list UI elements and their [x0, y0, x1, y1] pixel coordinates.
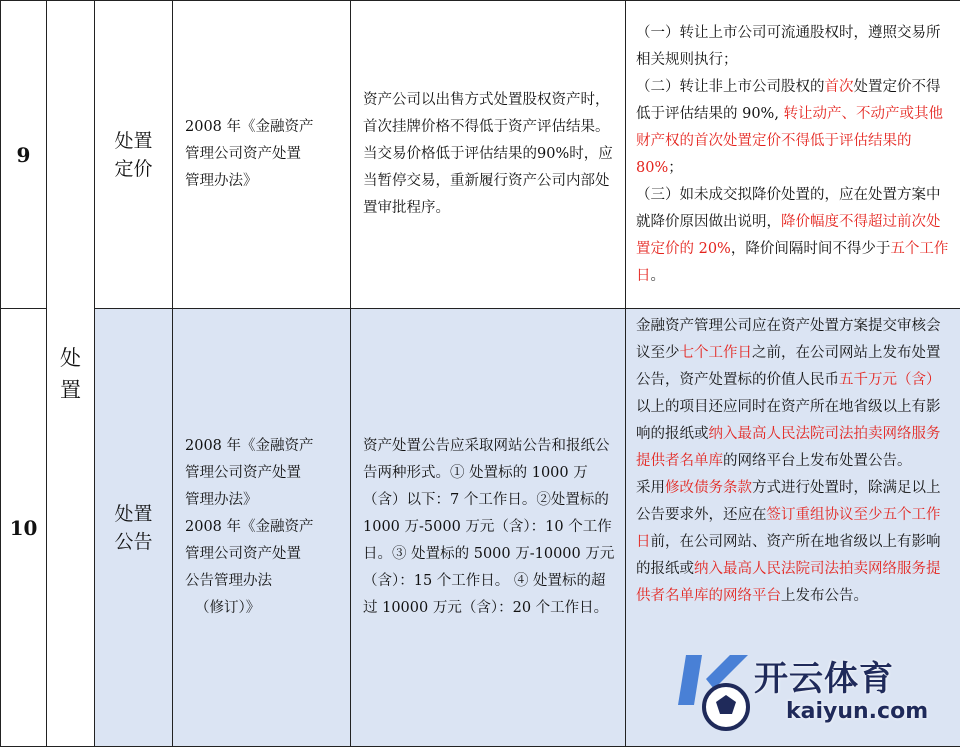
- row-number: 9: [1, 1, 47, 309]
- rule-run: （一）转让上市公司可流通股权时，遵照交易所相关规则执行；: [636, 25, 941, 68]
- rule-text: [636, 313, 952, 610]
- rule-paragraph: [636, 20, 952, 74]
- law-cell: [173, 1, 351, 309]
- topic-line: 公告: [95, 528, 172, 556]
- law-line: （修订）》: [181, 595, 342, 622]
- row-number: 10: [1, 309, 47, 747]
- highlight-text: 首次: [825, 79, 854, 95]
- highlight-text: 五千万元（含）: [839, 372, 941, 388]
- highlight-text: 纳入最高人民法院司法拍卖网络服务提供者名单库的网络平台: [636, 561, 941, 604]
- topic-cell: [95, 309, 173, 747]
- rule-run: 处置定价不得低于评估结果的 90%,: [636, 79, 941, 122]
- rule-paragraph: [636, 475, 952, 610]
- topic-line: 定价: [95, 155, 172, 183]
- requirement-text: 资产处置公告应采取网站公告和报纸公告两种形式。① 处置标的 1000 万（含）以下：7 个工作日。②处置标的 1000 万-5000 万元（含）：10 个工作日。③ 处置标的 5000 万-10000 万元（含）：15 个工作日。 ④ 处置标的超过 10000 万元（含）：20 个工作日。: [363, 433, 615, 622]
- rule-run: 前，在公司网站、资产所在地省级以上有影响的报纸或: [636, 534, 941, 577]
- watermark-url: kaiyun.com: [786, 699, 928, 724]
- rule-run: 方式进行处置时，除满足以上公告要求外，还应在: [636, 480, 941, 523]
- topic-line: 处置: [95, 500, 172, 528]
- requirement-cell: [351, 1, 626, 309]
- requirement-cell: [351, 309, 626, 747]
- requirement-text: 资产公司以出售方式处置股权资产时，首次挂牌价格不得低于资产评估结果。当交易价格低于评估结果的90%时，应当暂停交易，重新履行资产公司内部处置审批程序。: [363, 87, 615, 222]
- highlight-text: 修改债务条款: [665, 480, 752, 496]
- category-cell: [47, 1, 95, 747]
- law-line: 2008 年《金融资产: [181, 514, 342, 541]
- rule-run: 金融资产管理公司应在资产处置方案提交审核会议至少: [636, 318, 941, 361]
- law-cell: [173, 309, 351, 747]
- law-line: 管理办法》: [181, 487, 342, 514]
- topic-line: 处置: [95, 127, 172, 155]
- watermark-brand: 开云体育: [754, 651, 894, 700]
- rule-run: ，降价间隔时间不得少于: [731, 241, 891, 257]
- highlight-text: 七个工作日: [680, 345, 753, 361]
- rule-paragraph: [636, 74, 952, 182]
- rule-run: （三）如未成交拟降价处置的，应在处置方案中就降价原因做出说明，: [636, 187, 941, 230]
- highlight-text: 转让动产、不动产或其他财产权的首次处置定价不得低于评估结果的 80%: [636, 106, 943, 176]
- rule-run: 。: [651, 268, 666, 284]
- topic-cell: [95, 1, 173, 309]
- table-row: [1, 1, 960, 309]
- rule-paragraph: [636, 313, 952, 475]
- rule-run: 上发布公告。: [781, 588, 868, 604]
- rule-run: ；: [668, 160, 683, 176]
- law-line: 管理公司资产处置: [181, 541, 342, 568]
- rule-paragraph: [636, 182, 952, 290]
- kaiyun-logo-icon: [668, 643, 768, 743]
- rule-run: 的网络平台上发布处置公告。: [723, 453, 912, 469]
- law-line: 公告管理办法: [181, 568, 342, 595]
- highlight-text: 签订重组协议至少五个工作日: [636, 507, 941, 550]
- rule-run: 采用: [636, 480, 665, 496]
- watermark: [668, 643, 958, 743]
- law-line: 管理办法》: [181, 168, 342, 195]
- highlight-text: 五个工作日: [636, 241, 948, 284]
- rule-run: （二）转让非上市公司股权的: [636, 79, 825, 95]
- rule-text: [636, 20, 952, 290]
- category-label: 处 置: [47, 342, 94, 406]
- law-line: 管理公司资产处置: [181, 141, 342, 168]
- highlight-text: 纳入最高人民法院司法拍卖网络服务提供者名单库: [636, 426, 941, 469]
- highlight-text: 降价幅度不得超过前次处置定价的 20%: [636, 214, 941, 257]
- rule-run: 之前，在公司网站上发布处置公告，资产处置标的价值人民币: [636, 345, 941, 388]
- law-line: 2008 年《金融资产: [181, 433, 342, 460]
- law-line: 管理公司资产处置: [181, 460, 342, 487]
- rule-cell: [626, 1, 960, 309]
- rule-run: 以上的项目还应同时在资产所在地省级以上有影响的报纸或: [636, 399, 941, 442]
- law-line: 2008 年《金融资产: [181, 114, 342, 141]
